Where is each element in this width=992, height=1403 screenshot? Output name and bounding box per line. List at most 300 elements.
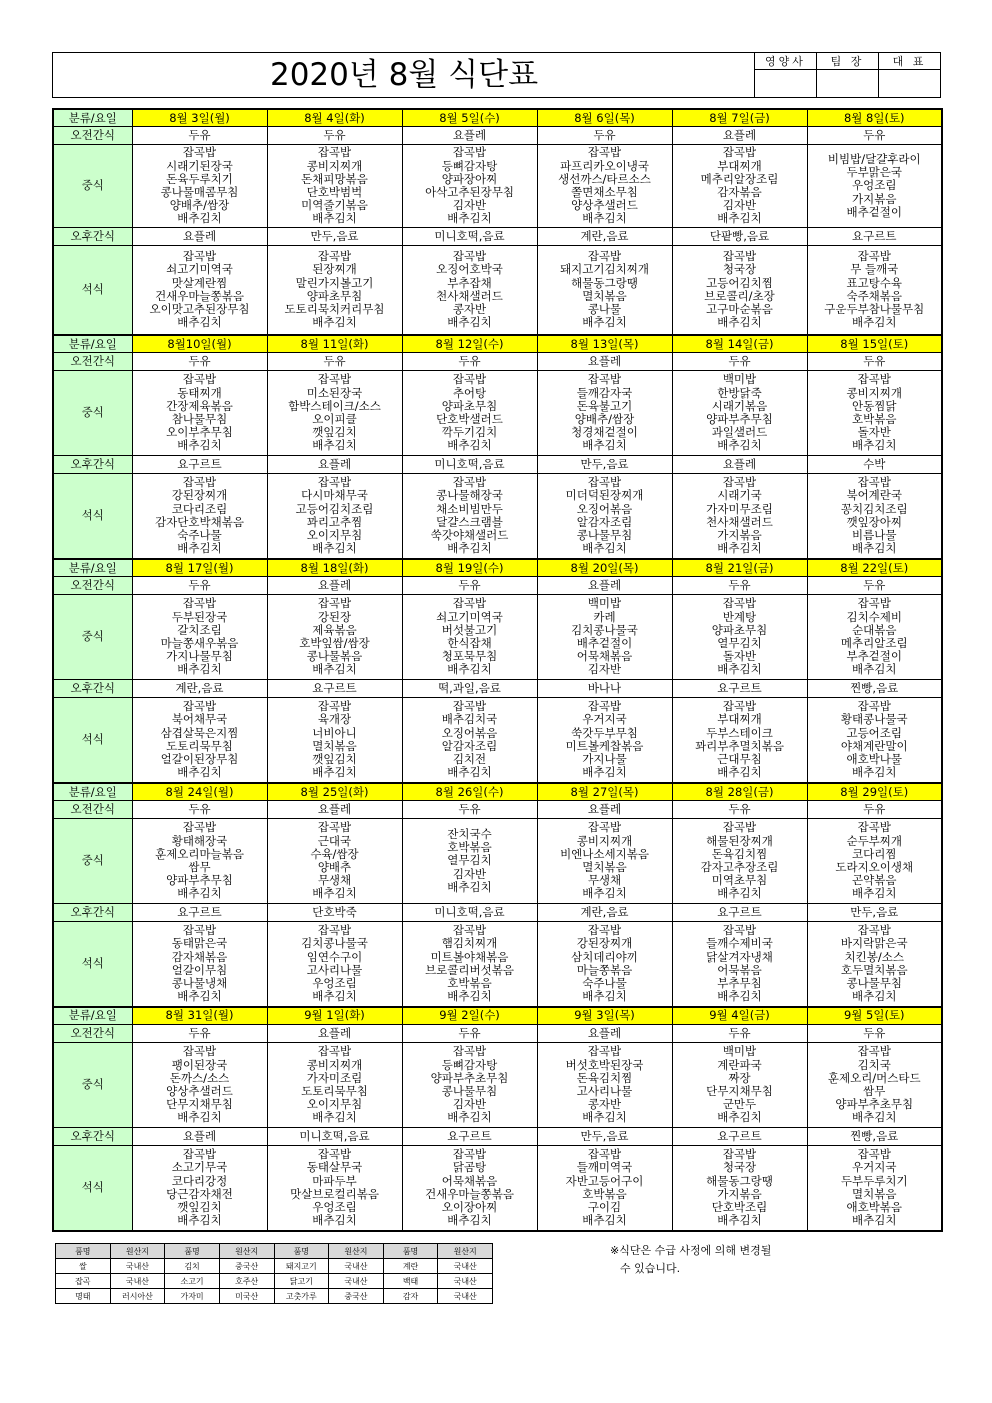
- date-cell: 8월 6일(목): [537, 109, 672, 127]
- menu-item: 잡곡밥: [182, 820, 217, 835]
- date-cell: 8월 3일(월): [132, 109, 267, 127]
- row-label: 석식: [53, 697, 132, 783]
- meal-cell: [132, 697, 267, 783]
- menu-item: 단무지채무침: [706, 1083, 773, 1098]
- menu-item: 비름나물: [852, 528, 897, 543]
- category-header: 분류/요일: [53, 1007, 132, 1025]
- menu-item: 고사리나물: [306, 962, 363, 977]
- meal-cell: [537, 245, 672, 335]
- meal-cell: [132, 245, 267, 335]
- snack-cell: 요플레: [402, 127, 537, 144]
- meal-cell: [402, 921, 537, 1007]
- menu-item: 깻잎김치: [312, 425, 357, 440]
- origin-cell: 국내산: [438, 1289, 493, 1304]
- meal-cell: [537, 1145, 672, 1231]
- menu-item: 잡곡밥: [317, 145, 352, 160]
- menu-item: 간장제육볶음: [166, 398, 233, 413]
- menu-item: 한식잡채: [447, 636, 492, 651]
- menu-item: 근대국: [317, 833, 352, 848]
- menu-item: 오이지무침: [306, 528, 363, 543]
- menu-item: 햄김치찌개: [441, 936, 498, 951]
- menu-item: 잡곡밥: [452, 699, 487, 714]
- menu-item: 브로콜리버섯볶음: [425, 962, 514, 977]
- origin-cell: 중국산: [219, 1259, 274, 1274]
- row-label: 오전간식: [53, 577, 132, 594]
- menu-item: 배추김치: [717, 886, 762, 901]
- menu-item: 제육볶음: [312, 622, 357, 637]
- meal-cell: [267, 818, 402, 904]
- menu-item: 우엉조림: [312, 976, 357, 990]
- origin-cell: 중국산: [329, 1289, 384, 1304]
- menu-item: 팽이된장국: [171, 1057, 228, 1072]
- meal-cell: [807, 370, 942, 456]
- menu-item: 백미밥: [722, 372, 757, 387]
- menu-item: 무 들깨국: [850, 262, 899, 277]
- menu-item: 잡곡밥: [317, 475, 352, 490]
- menu-item: 양파부추초무침: [430, 1070, 509, 1085]
- menu-item: 무생채: [317, 873, 352, 888]
- meal-cell: [267, 473, 402, 559]
- snack-cell: 두유: [132, 353, 267, 370]
- date-cell: 9월 4일(금): [672, 1007, 807, 1025]
- menu-item: 버섯불고기: [441, 622, 498, 637]
- menu-item: 배추김치: [177, 211, 222, 226]
- menu-item: 배추김치: [177, 541, 222, 556]
- signature-label: 영양사: [755, 53, 817, 70]
- snack-cell: 두유: [402, 801, 537, 818]
- menu-item: 잡곡밥: [857, 923, 891, 938]
- menu-item: 황태콩나물국: [840, 712, 908, 727]
- menu-item: 잡곡밥: [452, 596, 487, 611]
- menu-item: 잡곡밥: [587, 145, 622, 160]
- menu-item: 배추김치: [447, 315, 492, 330]
- am-snack-row: [53, 127, 942, 144]
- menu-item: 배추김치: [852, 765, 897, 780]
- menu-item: 야채계란말이: [840, 738, 908, 753]
- menu-item: 육개장: [317, 712, 352, 727]
- snack-cell: 만두,음료: [807, 904, 942, 921]
- meal-cell: [537, 594, 672, 680]
- date-cell: 8월 24일(월): [132, 783, 267, 801]
- menu-item: 잡곡밥: [317, 249, 352, 264]
- menu-item: 배추김치: [717, 662, 762, 677]
- menu-item: 콩나물냉채: [171, 976, 228, 990]
- snack-cell: 만두,음료: [537, 456, 672, 473]
- menu-item: 배추김치: [582, 211, 627, 226]
- menu-item: 김치국: [857, 1057, 891, 1072]
- meal-cell: [672, 1145, 807, 1231]
- menu-item: 가지볶음: [717, 528, 762, 543]
- menu-item: 김치수제비: [846, 609, 903, 624]
- menu-item: 감자채볶음: [171, 949, 228, 964]
- menu-item: 배추김치: [447, 541, 492, 556]
- date-cell: 8월 12일(수): [402, 335, 537, 353]
- snack-cell: 요플레: [672, 456, 807, 473]
- menu-item: 잡곡밥: [182, 1044, 217, 1059]
- date-cell: 8월 27일(목): [537, 783, 672, 801]
- row-label: 중식: [53, 1042, 132, 1128]
- menu-item: 배추김치: [312, 989, 357, 1004]
- menu-item: 잡곡밥: [722, 249, 757, 264]
- origin-cell: 감자: [383, 1289, 438, 1304]
- origin-cell: 국내산: [329, 1274, 384, 1289]
- meal-cell: [132, 921, 267, 1007]
- snack-cell: 두유: [807, 577, 942, 594]
- meal-cell: [402, 594, 537, 680]
- date-cell: 8월 15일(토): [807, 335, 942, 353]
- menu-item: 배추김치: [447, 989, 492, 1004]
- menu-item: 도토리묵무침: [166, 738, 233, 753]
- menu-item: 청국장: [722, 262, 757, 277]
- menu-item: 닭살겨자냉채: [706, 949, 773, 964]
- menu-item: 양파장아찌: [441, 171, 498, 186]
- meal-cell: [807, 245, 942, 335]
- menu-item: 배추김치: [312, 886, 357, 901]
- menu-item: 배추김치: [177, 1110, 222, 1125]
- menu-item: 잡곡밥: [182, 699, 217, 714]
- menu-item: 구이김: [587, 1200, 622, 1215]
- row-label: 오후간식: [53, 680, 132, 697]
- menu-item: 배추김치: [852, 438, 897, 453]
- menu-item: 돈까스/소스: [169, 1070, 230, 1085]
- meal-cell: [537, 144, 672, 228]
- snack-cell: 바나나: [537, 680, 672, 697]
- menu-item: 호박볶음: [447, 976, 492, 990]
- am-snack-row: [53, 577, 942, 594]
- meal-cell: [132, 370, 267, 456]
- row-label: 오후간식: [53, 904, 132, 921]
- menu-item: 얼갈이무침: [171, 962, 228, 977]
- menu-item: 백미밥: [722, 1044, 757, 1059]
- snack-cell: 두유: [672, 353, 807, 370]
- menu-item: 해물된장찌개: [706, 833, 773, 848]
- meal-cell: [672, 370, 807, 456]
- menu-item: 오징어볶음: [441, 725, 498, 740]
- menu-item: 미더덕된장찌개: [565, 488, 644, 503]
- menu-item: 배추김치: [582, 1110, 627, 1125]
- date-cell: 9월 1일(화): [267, 1007, 402, 1025]
- menu-item: 도토리묵무침: [301, 1083, 368, 1098]
- meal-cell: [402, 697, 537, 783]
- menu-item: 구운두부참나물무침: [824, 302, 925, 317]
- menu-item: 비엔나소세지볶음: [560, 846, 649, 861]
- am-snack-row: [53, 1025, 942, 1042]
- snack-cell: 요구르트: [672, 1128, 807, 1145]
- menu-item: 천사채샐러드: [436, 288, 503, 303]
- snack-cell: 계란,음료: [537, 228, 672, 245]
- meal-cell: [132, 594, 267, 680]
- menu-item: 코다리찜: [852, 846, 897, 861]
- menu-item: 오이지무침: [306, 1097, 363, 1112]
- origin-header-cell: 원산지: [329, 1244, 384, 1259]
- origin-cell: 소고기: [165, 1274, 220, 1289]
- row-label: 석식: [53, 921, 132, 1007]
- menu-item: 우엉조림: [312, 1200, 357, 1215]
- menu-item: 숙주채볶음: [846, 288, 903, 303]
- menu-item: 마파두부: [312, 1173, 357, 1188]
- row-label: 중식: [53, 370, 132, 456]
- origin-cell: 가자미: [165, 1289, 220, 1304]
- meal-plan-table: [52, 108, 943, 1232]
- menu-item: 배추김치: [582, 541, 627, 556]
- menu-item: 배추김치: [447, 879, 492, 894]
- date-cell: 8월 18일(화): [267, 559, 402, 577]
- menu-item: 잡곡밥: [452, 145, 487, 160]
- menu-item: 고등어조림: [846, 725, 903, 740]
- signature-box[interactable]: [755, 70, 817, 98]
- menu-item: 브로콜리/초장: [704, 288, 775, 303]
- menu-item: 천사채샐러드: [706, 514, 773, 529]
- menu-item: 호박잎쌈/쌈장: [299, 636, 370, 651]
- menu-item: 오이피클: [312, 412, 357, 427]
- origin-cell: 계란: [383, 1259, 438, 1274]
- menu-item: 배추김치: [312, 438, 357, 453]
- menu-item: 꽈리부추멸치볶음: [695, 738, 784, 753]
- menu-item: 배추김치: [447, 1110, 492, 1125]
- snack-cell: 두유: [267, 353, 402, 370]
- menu-item: 김치콩나물국: [301, 936, 368, 951]
- origin-cell: 러시아산: [110, 1289, 165, 1304]
- dinner-row: [53, 1145, 942, 1231]
- meal-cell: [672, 818, 807, 904]
- menu-item: 배추김치: [312, 765, 357, 780]
- menu-item: 잡곡밥: [317, 1044, 352, 1059]
- snack-cell: 요플레: [672, 127, 807, 144]
- snack-cell: 만두,음료: [267, 228, 402, 245]
- menu-item: 멸치볶음: [582, 288, 627, 303]
- date-cell: 8월 19일(수): [402, 559, 537, 577]
- menu-item: 잡곡밥: [587, 372, 622, 387]
- date-cell: 8월 21일(금): [672, 559, 807, 577]
- origin-row: [56, 1289, 493, 1304]
- snack-cell: 단팥빵,음료: [672, 228, 807, 245]
- menu-item: 당근감자채전: [166, 1186, 233, 1201]
- menu-item: 동태맑은국: [171, 936, 228, 951]
- dinner-row: [53, 697, 942, 783]
- signature-box[interactable]: [817, 70, 879, 98]
- row-label: 오후간식: [53, 228, 132, 245]
- menu-item: 애호박볶음: [846, 1200, 903, 1215]
- snack-cell: 두유: [402, 1025, 537, 1042]
- menu-item: 황태해장국: [171, 833, 228, 848]
- menu-item: 들깨감자국: [576, 385, 633, 400]
- date-row: [53, 1007, 942, 1025]
- menu-item: 열무김치: [717, 636, 762, 651]
- menu-item: 잡곡밥: [587, 1044, 622, 1059]
- menu-item: 돈채피망볶음: [301, 171, 368, 186]
- date-cell: 8월 25일(화): [267, 783, 402, 801]
- dinner-row: [53, 473, 942, 559]
- menu-item: 부추잡채: [447, 275, 492, 290]
- menu-item: 부대찌개: [717, 712, 762, 727]
- menu-item: 배추김치: [582, 765, 627, 780]
- row-label: 중식: [53, 818, 132, 904]
- origin-header-cell: 품명: [383, 1244, 438, 1259]
- menu-item: 해물동그랑땡: [706, 1173, 773, 1188]
- menu-item: 알감자조림: [441, 738, 498, 753]
- menu-item: 부추겉절이: [846, 649, 903, 664]
- menu-item: 마늘쫑새우볶음: [160, 636, 239, 651]
- signature-box[interactable]: [879, 70, 941, 98]
- menu-item: 잡곡밥: [317, 596, 352, 611]
- menu-item: 배추김치: [852, 541, 897, 556]
- snack-cell: 찐빵,음료: [807, 680, 942, 697]
- origin-cell: 백태: [383, 1274, 438, 1289]
- menu-item: 호박볶음: [582, 1186, 627, 1201]
- menu-item: 양파부추무침: [166, 873, 233, 888]
- menu-item: 잡곡밥: [722, 820, 757, 835]
- menu-item: 멸치볶음: [312, 738, 357, 753]
- snack-cell: 요구르트: [132, 456, 267, 473]
- origin-header-row: [56, 1244, 493, 1259]
- menu-item: 배추김치: [312, 315, 357, 330]
- snack-cell: 요플레: [537, 801, 672, 818]
- menu-item: 안동찜닭: [852, 398, 897, 413]
- menu-item: 깻잎김치: [312, 752, 357, 767]
- menu-item: 무생채: [587, 873, 622, 888]
- menu-item: 잡곡밥: [317, 1147, 352, 1162]
- row-label: 중식: [53, 144, 132, 228]
- menu-item: 감자단호박채볶음: [155, 514, 244, 529]
- snack-cell: 두유: [672, 577, 807, 594]
- menu-item: 시래기된장국: [166, 158, 233, 173]
- lunch-row: [53, 370, 942, 456]
- date-cell: 8월10일(월): [132, 335, 267, 353]
- menu-item: 다시마채무국: [301, 488, 368, 503]
- menu-item: 배추겉절이: [576, 636, 633, 651]
- menu-item: 배추김치: [717, 211, 762, 226]
- menu-item: 김치전: [452, 752, 487, 767]
- menu-item: 생선까스/타르소스: [558, 171, 651, 186]
- origin-table: [55, 1243, 493, 1304]
- menu-item: 배추김치: [447, 1213, 492, 1228]
- date-cell: 9월 3일(목): [537, 1007, 672, 1025]
- menu-item: 꽈리고추찜: [306, 514, 363, 529]
- menu-item: 군만두: [722, 1097, 757, 1112]
- menu-item: 우거지국: [582, 712, 627, 727]
- meal-cell: [402, 1145, 537, 1231]
- date-cell: 8월 31일(월): [132, 1007, 267, 1025]
- date-cell: 9월 5일(토): [807, 1007, 942, 1025]
- meal-cell: [672, 1042, 807, 1128]
- menu-item: 단호박범벅: [306, 185, 363, 200]
- menu-item: 들깨미역국: [576, 1160, 633, 1175]
- date-cell: 8월 8일(토): [807, 109, 942, 127]
- menu-item: 고구마순볶음: [706, 302, 773, 317]
- meal-cell: [267, 245, 402, 335]
- meal-cell: [267, 144, 402, 228]
- meal-cell: [672, 245, 807, 335]
- snack-cell: 두유: [672, 1025, 807, 1042]
- menu-item: 배추김치: [312, 1110, 357, 1125]
- menu-item: 호두멸치볶음: [840, 962, 908, 977]
- signature-label: 팀 장: [817, 53, 879, 70]
- snack-cell: 두유: [537, 127, 672, 144]
- menu-item: 감자볶음: [717, 185, 762, 200]
- menu-item: 돈육김치찜: [711, 846, 768, 861]
- menu-item: 치킨봉/소스: [844, 949, 904, 964]
- menu-item: 잡곡밥: [857, 1147, 891, 1162]
- menu-item: 잡곡밥: [182, 596, 217, 611]
- menu-item: 도토리묵치커리무침: [284, 302, 385, 317]
- menu-item: 표고탕수육: [846, 275, 903, 290]
- date-cell: 8월 7일(금): [672, 109, 807, 127]
- snack-cell: 요플레: [132, 228, 267, 245]
- menu-item: 가자미조림: [306, 1070, 363, 1085]
- menu-item: 콩나물무침: [576, 528, 633, 543]
- menu-item: 꽁치김치조림: [840, 501, 908, 516]
- menu-item: 메추리알장조림: [700, 171, 779, 186]
- menu-item: 숙주나물: [177, 528, 222, 543]
- menu-item: 돈육김치찜: [576, 1070, 633, 1085]
- origin-cell: 미국산: [219, 1289, 274, 1304]
- notice-line: ※식단은 수급 사정에 의해 변경될: [610, 1244, 772, 1257]
- date-cell: 8월 17일(월): [132, 559, 267, 577]
- pm-snack-row: [53, 1128, 942, 1145]
- menu-item: 어묵채볶음: [441, 1173, 498, 1188]
- menu-item: 잡곡밥: [722, 145, 757, 160]
- signature-table: [754, 52, 941, 98]
- row-label: 석식: [53, 473, 132, 559]
- meal-cell: [537, 697, 672, 783]
- menu-item: 북어채무국: [171, 712, 228, 727]
- meal-cell: [807, 594, 942, 680]
- menu-item: 배추김치국: [441, 712, 498, 727]
- snack-cell: 요플레: [267, 1025, 402, 1042]
- menu-item: 잡곡밥: [857, 249, 891, 264]
- am-snack-row: [53, 353, 942, 370]
- snack-cell: 요구르트: [807, 228, 942, 245]
- pm-snack-row: [53, 228, 942, 245]
- menu-item: 깻잎장아찌: [846, 514, 903, 529]
- snack-cell: 미니호떡,음료: [267, 1128, 402, 1145]
- menu-item: 잡곡밥: [452, 1044, 487, 1059]
- menu-item: 잡곡밥: [182, 1147, 217, 1162]
- snack-cell: 요구르트: [402, 1128, 537, 1145]
- meal-cell: [267, 697, 402, 783]
- menu-item: 말린가지볼고기: [295, 275, 374, 290]
- menu-item: 깻잎김치: [177, 1200, 222, 1215]
- meal-cell: [672, 697, 807, 783]
- menu-item: 잡곡밥: [452, 372, 487, 387]
- origin-row: [56, 1274, 493, 1289]
- menu-item: 청포묵무침: [441, 649, 498, 664]
- menu-item: 소고기무국: [171, 1160, 228, 1175]
- meal-cell: [807, 473, 942, 559]
- menu-item: 잡곡밥: [587, 249, 622, 264]
- category-header: 분류/요일: [53, 335, 132, 353]
- menu-item: 배추김치: [582, 1213, 627, 1228]
- date-row: [53, 783, 942, 801]
- menu-item: 오징어호박국: [436, 262, 503, 277]
- meal-cell: [807, 1042, 942, 1128]
- menu-item: 파프리카오이냉국: [560, 158, 649, 173]
- menu-item: 가지나물무침: [166, 649, 233, 664]
- menu-item: 바지락맑은국: [840, 936, 908, 951]
- menu-item: 배추김치: [717, 1110, 762, 1125]
- menu-item: 잡곡밥: [857, 1044, 891, 1059]
- origin-header-cell: 품명: [56, 1244, 111, 1259]
- menu-item: 콩비지찌개: [306, 1057, 363, 1072]
- menu-item: 쫄면채소무침: [571, 185, 638, 200]
- origin-header-cell: 품명: [274, 1244, 329, 1259]
- menu-item: 콩나물해장국: [436, 488, 503, 503]
- meal-cell: [807, 144, 942, 228]
- menu-item: 잡곡밥: [452, 249, 487, 264]
- meal-cell: [672, 144, 807, 228]
- menu-item: 시래기국: [717, 488, 762, 503]
- menu-item: 청경채겉절이: [571, 425, 638, 440]
